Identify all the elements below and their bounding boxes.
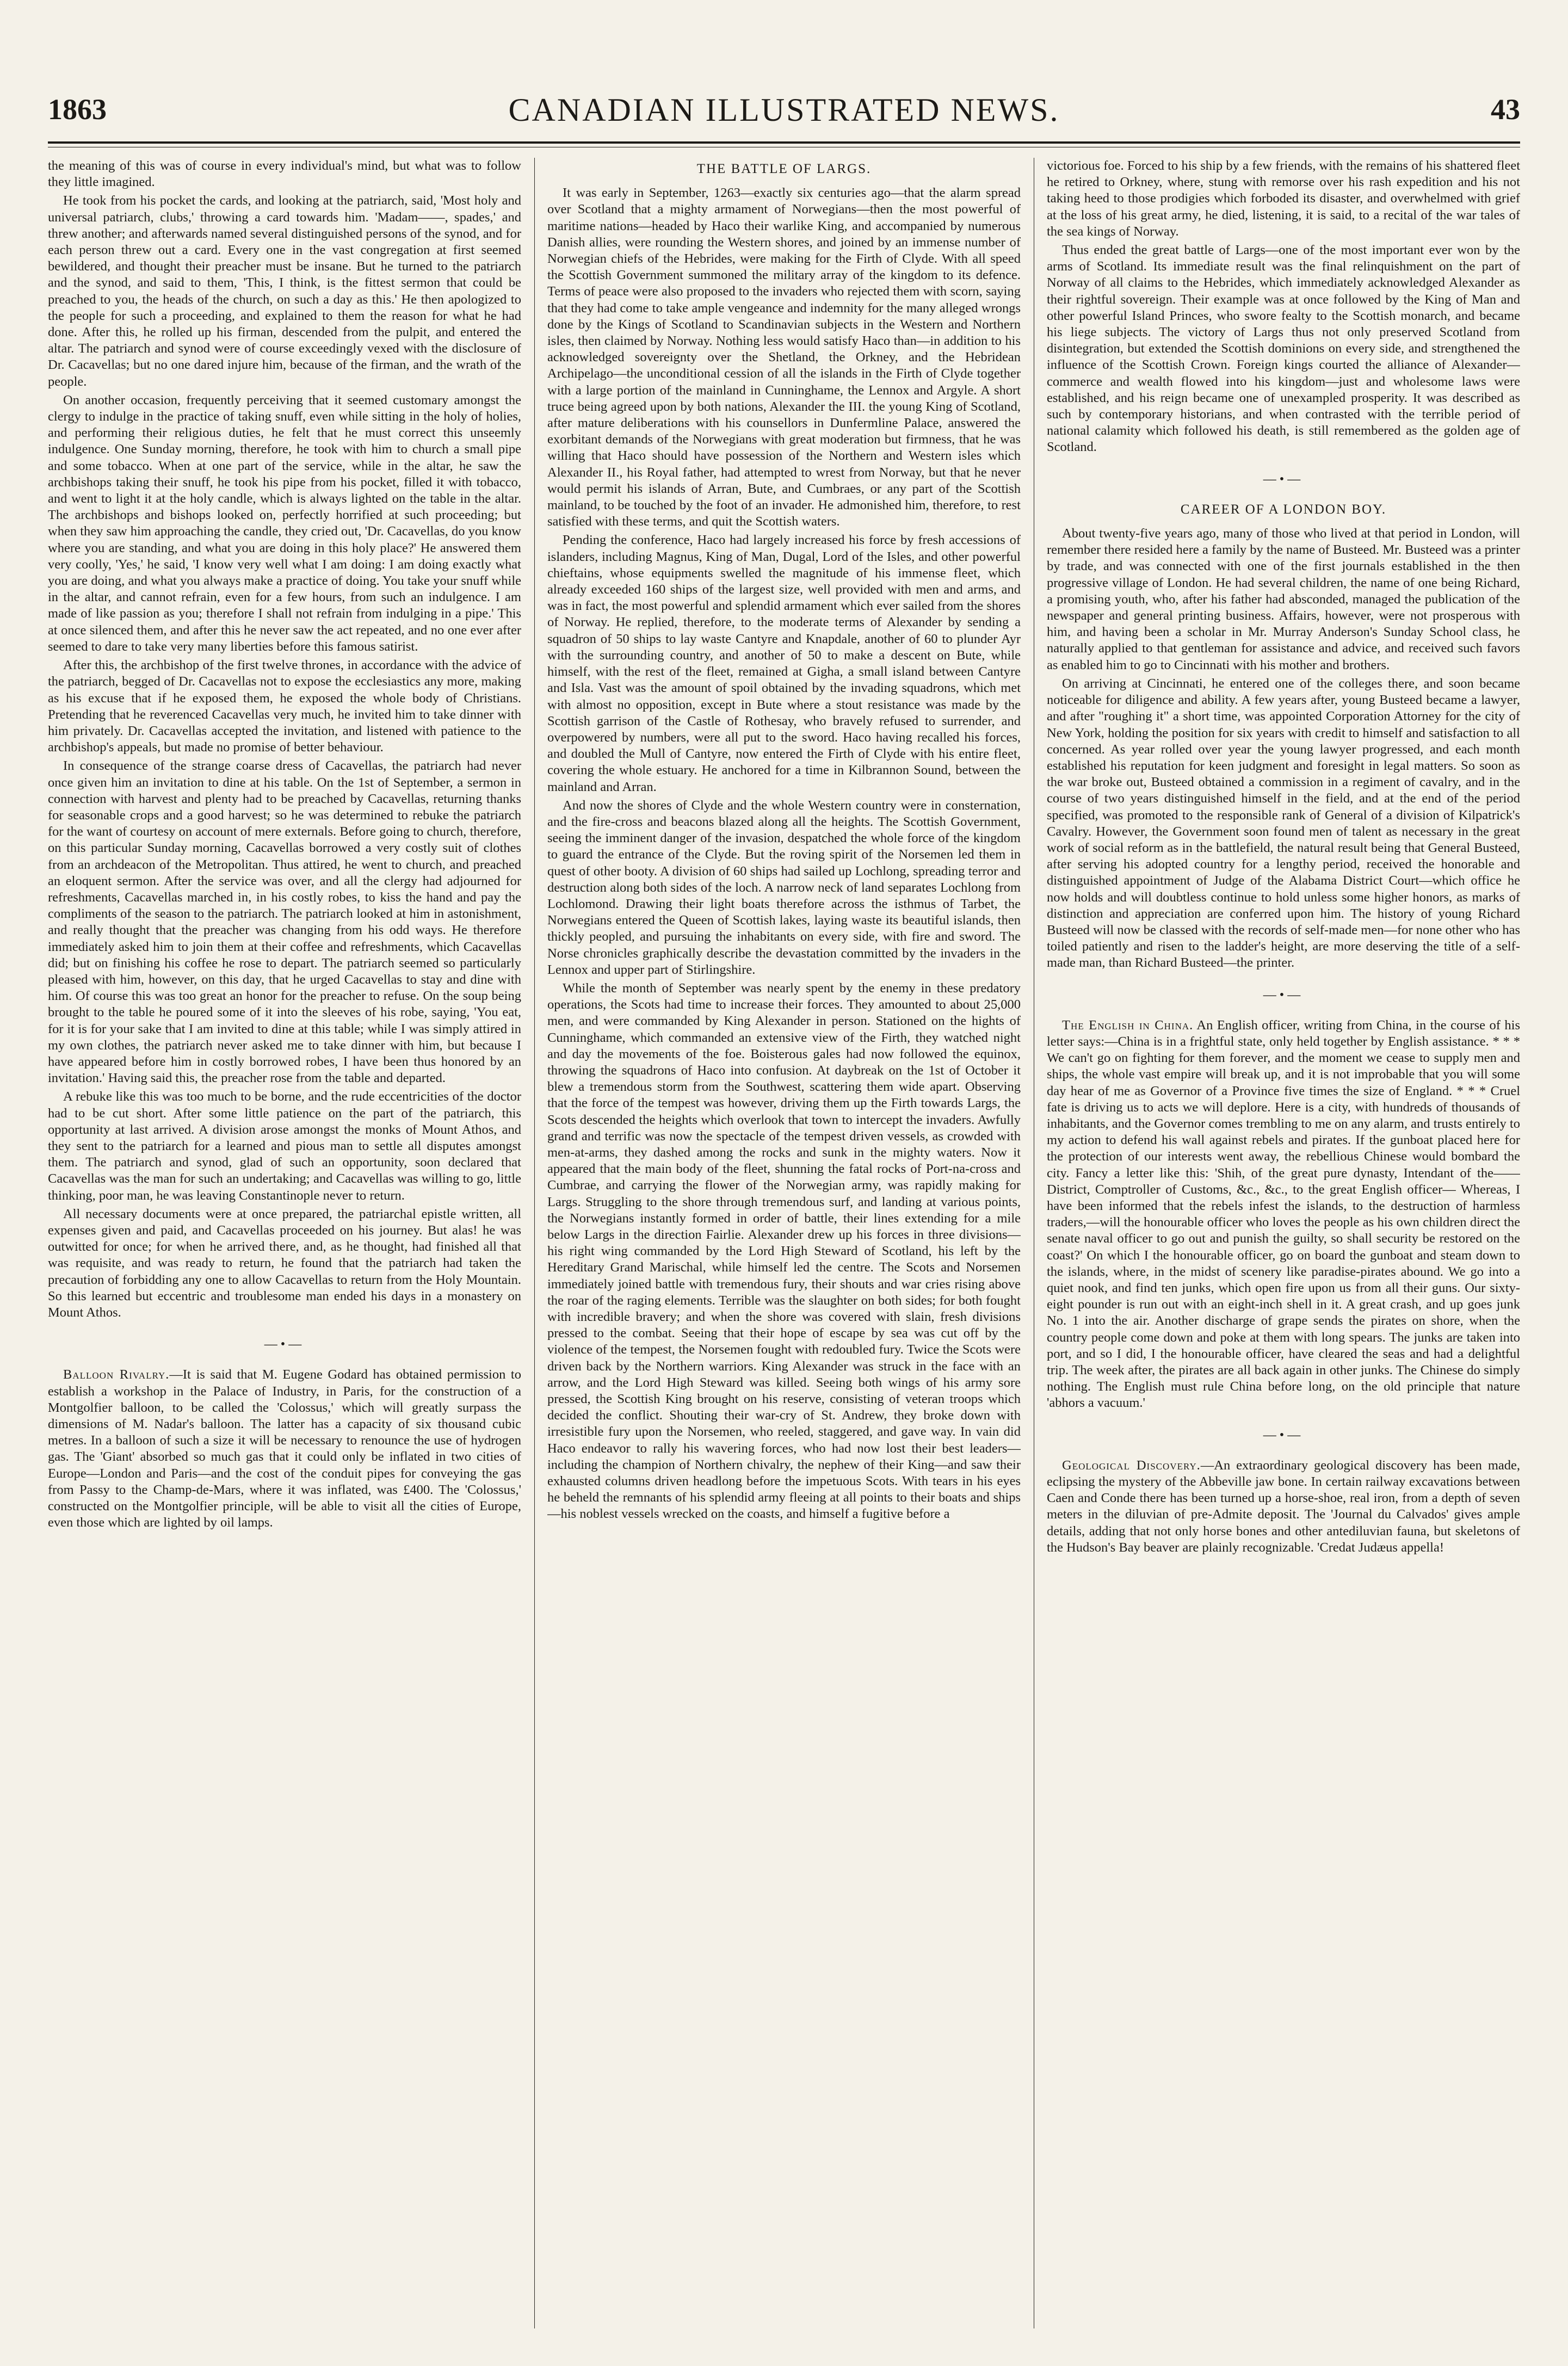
article-paragraph: While the month of September was nearly spent by the enemy in these predatory operations, the Scots had time to increase their forces. They amounted to about 25,000 men, and were commanded by King Alexander in person. Stationed on the hights of Cunninghame, which commanded an extensive view of the Firth, they watched night and day the movements of the foe. Boisterous gales had now followed the equinox, throwing the squadrons of Haco into confusion. At daybreak on the 1st of October it blew a tremendous storm from the Southwest, scattering them wide apart. Observing that the force of the tempest was however, driving them up the Firth towards Largs, the Scots descended the heights which overlook that town to intercept the invaders. Awfully grand and terrific was now the spectacle of the tempest driven vessels, as crowded with men-at-arms, they dashed among the rocks and sunk in the mighty waters. Now it appeared that the main body of the fleet, shunning the fatal rocks of Port-na-cross and Cumbrae, and carrying the flower of the Norwegian army, was rapidly making for Largs. Struggling to the shore through tremendous surf, and landing at various points, the Norwegians instantly formed in order of battle, their lines extending for a mile below Largs in the direction Fairlie. Alexander drew up his forces in three divisions—his right wing commanded by the Lord High Steward of Scotland, his left by the Hereditary Grand Marischal, while himself led the centre. The Scots and Norsemen immediately joined battle with tremendous fury, their shouts and war cries rising above the roar of the raging elements. Terrible was the slaughter on both sides; for both fought with incredible bravery; and when the shore was covered with slain, fresh divisions pressed to the combat. Seeing that their hope of escape by sea was cut off by the violence of the tempest, the Norsemen fought with redoubled fury. Twice the Scots were driven back by the Northern warriors. King Alexander was struck in the face with an arrow, and the Lord High Steward was killed. Seeing both wings of his army sore pressed, the Scottish King brought on his reserve, consisting of veteran troops which decided the conflict. Shouting their war-cry of St. Andrew, they broke down with irresistible fury upon the Norsemen, who reeled, staggered, and gave way. In vain did Haco endeavor to rally his wavering forces, who had now lost their best leaders—including the champion of Northern chivalry, the nephew of their King—and saw their exhausted columns driven headlong before the impetuous Scots. With tears in his eyes he beheld the remnants of his splendid army fleeing at all points to their boats and ships—his noblest vessels wrecked on the coasts, and himself a fugitive before a (547, 980, 1021, 1522)
item-text: —It is said that M. Eugene Godard has obtained permission to establish a workshop in the Palace of Industry, in Paris, for the construction of a Montgolfier balloon, to be called the 'Colossus,' which will greatly surpass the dimensions of M. Nadar's balloon. The latter has a capacity of six thousand cubic metres. In a balloon of such a size it will be necessary to renounce the use of hydrogen gas. The 'Giant' absorbed so much gas that it could only be inflated in two cities of Europe—London and Paris—and the cost of the conduit pipes for conveying the gas from Passy to the Champ-de-Mars, where it was inflated, was £400. The 'Colossus,' constructed on the Montgolfier principle, will be able to visit all the cities of Europe, even those which are lighted by oil lamps. (48, 1367, 521, 1530)
column-1 (48, 158, 521, 2334)
china-item (1047, 1017, 1520, 1412)
article-paragraph: All necessary documents were at once prepared, the patriarchal epistle written, all expenses given and paid, and Cacavellas proceeded on his journey. But alas! he was outwitted for once; for when he arrived there, and, as he thought, had finished all that was requisite, and was ready to return, he found that the patriarch had taken the precaution of forbidding any one to allow Cacavellas to return from the Holy Mountain. So this learned but eccentric and troublesome man ended his days in a monastery on Mount Athos. (48, 1206, 521, 1320)
article-separator: —•— (1263, 1428, 1304, 1442)
item-text: An English officer, writing from China, in the course of his letter says:—China is in a frightful state, only held together by English assistance. * * * We can't go on fighting for them forever, and the moment we cease to supply men and ships, the whole vast empire will break up, and it is not improbable that you will some day hear of me as Governor of a Province five times the size of England. * * * Cruel fate is driving us to acts we will deplore. Here is a city, with hundreds of thousands of inhabitants, and the Governor comes trembling to me on any alarm, and trusts entirely to my action to defend his wall against rebels and pirates. If the gunboat placed here for the protection of our interests went away, the rebellious Chinese would bombard the city. Fancy a letter like this: 'Shih, of the great pure dynasty, Intendant of the——District, Comptroller of Customs, &c., &c., to the great English officer— Whereas, I have been informed that the rebels infest the islands, to the destruction of harmless traders,—will the honourable officer who loves the people as his own children direct the senate naval officer to go out and punish the guilty, so shall security be restored on the coast?' On which I the honourable officer, go on board the gunboat and steam down to the islands, where, in the midst of scenery like paradise-pirates abound. We go into a quiet nook, and find ten junks, which open fire upon us from all their guns. Our sixty-eight pounder is run out with an eight-inch shell in it. A great crash, and up goes junk No. 1 into the air. Another discharge of grape sends the pirates on shore, when the country people come down and poke at them with long spears. The junks are taken into port, and so I did, I the honourable officer, have cleared the seas and had a delightful trip. The week after, the pirates are all back again in other junks. The Chinese do simply nothing. The English must rule China before long, on the old principle that nature 'abhors a vacuum.' (1047, 1017, 1520, 1411)
article-paragraph: On arriving at Cincinnati, he entered one of the colleges there, and soon became noticeable for diligence and ability. A few years after, young Busteed became a lawyer, and after "roughing it" a short time, was appointed Corporation Attorney for the city of New York, holding the position for six years with credit to himself and satisfaction to all concerned. As year rolled over year the young lawyer progressed, and each month established his reputation for keen judgment and foresight in legal matters. So soon as the war broke out, Busteed obtained a commission in a regiment of cavalry, and in the course of two years distinguished himself in the field, and at the end of the period specified, was promoted to the responsible rank of General of a division of Kilpatrick's Cavalry. However, the Government soon found men of talent as necessary in the great work of social reform as in the battlefield, the natural result being that General Busteed, after serving his adopted country for a lengthy period, received the honorable and distinguished appointment of Judge of the Alabama District Court—which office he now holds and will doubtless continue to hold unless some higher honors, as marks of distinction and appreciation are conferred upon him. The history of young Richard Busteed will now be classed with the records of self-made men—for none other who has toiled patiently and risen to the ladder's height, are more deserving the title of a self-made man, than Richard Busteed—the printer. (1047, 676, 1520, 971)
newspaper-page (48, 87, 1520, 2339)
article-separator: —•— (1263, 987, 1304, 1002)
article-paragraph: Thus ended the great battle of Largs—one of the most important ever won by the arms of Scotland. Its immediate result was the final relinquishment on the part of Norway of all claims to the Hebrides, which immediately acknowledged Alexander as their rightful sovereign. Their example was at once followed by the King of Man and other powerful Island Princes, who swore fealty to the Scottish monarch, and became his liege subjects. The victory of Largs thus not only preserved Scotland from disintegration, but extended the Scottish dominions on every side, and strengthened the influence of the Scottish Crown. Foreign kings courted the alliance of Alexander—commerce and wealth flowed into his kingdom—just and wholesome laws were established, and his reign became one of unexampled prosperity. It was described as such by contemporary historians, and when contrasted with the terrible period of national calamity which followed his death, is still remembered as the golden age of Scotland. (1047, 243, 1520, 455)
article-paragraph: And now the shores of Clyde and the whole Western country were in consternation, and the fire-cross and beacons blazed along all the heights. The Scottish Government, seeing the imminent danger of the invasion, despatched the whole force of the kingdom to guard the entrance of the Clyde. But the roving spirit of the Norsemen led them in quest of other booty. A division of 60 ships had sailed up Lochlong, spreading terror and destruction along both sides of the loch. A narrow neck of land separates Lochlong from Lochlomond. Drawing their light boats therefore across the isthmus of Tarbet, the Norwegians entered the Queen of Scottish lakes, laying waste its beautiful islands, then thickly peopled, and pursuing the inhabitants on every side, with fire and sword. The Norse chronicles graphically describe the devastation committed by the invaders in the Lennox and upper part of Stirlingshire. (547, 798, 1021, 977)
issue-year: 1863 (48, 93, 107, 126)
item-title: The English in China. (1062, 1017, 1194, 1033)
article-heading: CAREER OF A LONDON BOY. (1180, 502, 1387, 517)
balloon-rivalry-item (48, 1367, 521, 1531)
item-title: Balloon Rivalry. (63, 1367, 170, 1382)
column-3 (1047, 158, 1520, 2334)
column-2 (547, 158, 1021, 2334)
article-paragraph: About twenty-five years ago, many of those who lived at that period in London, will remember there resided here a family by the name of Busteed. Mr. Busteed was a printer by trade, and was connected with one of the first journals established in the then progressive village of London. He had several children, the name of one being Richard, a promising youth, who, after his father had absconded, managed the publication of the newspaper and general printing business. Affairs, however, were not prosperous with him, and having been a scholar in Mr. Murray Anderson's Sunday School class, he naturally applied to that gentleman for assistance and advice, and received such favors as enabled him to go to Cincinnati with his mother and brothers. (1047, 526, 1520, 672)
item-text: —An extraordinary geological discovery has been made, eclipsing the mystery of the Abbeville jaw bone. In certain railway excavations between Caen and Conde there has been turned up a horse-shoe, real iron, from a depth of seven meters in the diluvian of pre-Admite deposit. The 'Journal du Calvados' gives ample details, adding that not only horse bones and other antediluvian fauna, but skeletons of the Hudson's Bay beaver are plainly recognizable. 'Credat Judæus appella! (1047, 1457, 1520, 1555)
article-paragraph: A rebuke like this was too much to be borne, and the rude eccentricities of the doctor had to be cut short. After some little patience on the part of the patriarch, this opportunity at last arrived. A division arose amongst the monks of Mount Athos, and they sent to the patriarch for a learned and pious man to settle all disputes amongst them. The patriarch and synod, glad of such an opportunity, soon declared that Cacavellas was the man for such an undertaking; and Cacavellas was willing to go, little thinking, poor man, he was leaving Constantinople never to return. (48, 1089, 521, 1203)
article-heading: THE BATTLE OF LARGS. (696, 162, 872, 176)
geological-item (1047, 1457, 1520, 1556)
article-paragraph: In consequence of the strange coarse dress of Cacavellas, the patriarch had never once given him an invitation to dine at his table. On the 1st of September, a sermon in connection with harvest and plenty had to be preached by Cacavellas, returning thanks for seasonable crops and a good harvest; so he was determined to rebuke the patriarch for the want of courtesy on account of mere externals. Before going to church, therefore, on this particular Sunday morning, Cacavellas borrowed a very costly suit of clothes from an archdeacon of the Metropolitan. Thus attired, he went to church, and preached an eloquent sermon. After the service was over, and all the clergy had adjourned for refreshments, Cacavellas marched in, in his costly robes, to kiss the hand and pay the compliments of the season to the patriarch. The patriarch looked at him in astonishment, and really thought that the preacher was changing from his odd ways. He therefore immediately asked him to join them at their coffee and refreshments, which Cacavellas did; but on finishing his coffee he rose to depart. The patriarch seemed so particularly pleased with him, however, on this day, that he urged Cacavellas to stay and dine with him. Of course this was too great an honor for the preacher to refuse. On the soup being brought to the table he poured some of it into the sleeves of his robe, saying, 'You eat, for it is for your sake that I am invited to dine at this table; while I was simply attired in my own clothes, the patriarch never asked me to take dinner with him, but because I have appeared before him in costly borrowed robes, I have been thus honored by an invitation.' Having said this, the preacher rose from the table and departed. (48, 758, 521, 1086)
article-paragraph: On another occasion, frequently perceiving that it seemed customary amongst the clergy to indulge in the practice of taking snuff, even while sitting in the holy of holies, and performing their religious duties, he felt that he must correct this unseemly indulgence. One Sunday morning, therefore, he took with him to church a small pipe and some tobacco. When at one part of the service, while in the altar, he saw the archbishops taking their snuff, he took his pipe from his pocket, filled it with tobacco, and went to light it at the holy candle, which is always lighted on the table in the altar. The archbishops and bishops looked on, perfectly horrified at such proceeding; but when they saw him approaching the candle, they cried out, 'Dr. Cacavellas, do you know where you are standing, and what you are doing in this holy place?' He answered them very coolly, 'Yes,' he said, 'I know very well what I am doing: I am doing exactly what you are doing, and what you always make a practice of doing. You take your snuff while in the altar, and cannot refrain, even for a few hours, from such an indulgence. I am made of like passion as you; therefore I shall not refrain from indulging in a pipe.' This at once silenced them, and after this he never saw the act repeated, and no one ever after seemed to dare to take very many liberties before this famous satirist. (48, 392, 521, 654)
article-paragraph: the meaning of this was of course in every individual's mind, but what was to follow they little imagined. (48, 158, 521, 190)
article-paragraph: It was early in September, 1263—exactly six centuries ago—that the alarm spread over Scotland that a mighty armament of Norwegians—then the most powerful of maritime nations—headed by Haco their warlike King, and accompanied by numerous Danish allies, were rounding the Western shores, and joined by an immense number of Norwegian chiefs of the Hebrides, were making for the Firth of Clyde. With all speed the Scottish Government summoned the military array of the kingdom to its defence. Terms of peace were also proposed to the invaders who rejected them with scorn, saying that they had come to take ample vengeance and indemnity for the many alleged wrongs done by the Kings of Scotland to Scandinavian subjects in the Western and Northern isles, then claimed by Norway. Nothing less would satisfy Haco than—in addition to his acknowledged sovereignty over the Shetland, the Orkney, and the Hebridean Archipelago—the unconditional cession of all the islands in the Firth of Clyde together with a large portion of the mainland in Cunninghame, the Lennox and Argyle. A short truce being agreed upon by both nations, Alexander the III. the young King of Scotland, after mature deliberations with his counsellors in Dunfermline Palace, answered the exorbitant demands of the Norwegians with great moderation but firmness, that he was willing that Haco should have possession of the Northern and Western isles which Alexander II., his Royal father, had attempted to wrest from Norway, but that he never would permit his islands of Arran, Bute, and Cumbraes, or any part of the Scottish mainland, to be touched by the foot of an invader. He admonished him, therefore, to rest satisfied with these terms, and quit the Scottish waters. (547, 186, 1021, 529)
article-separator: —•— (1263, 472, 1304, 486)
masthead (48, 87, 1520, 136)
page-number: 43 (1491, 93, 1520, 126)
masthead-rule-thick (48, 141, 1520, 144)
article-paragraph: After this, the archbishop of the first twelve thrones, in accordance with the advice of the patriarch, begged of Dr. Cacavellas not to expose the ecclesiastics any more, making as his excuse that if he exposed them, he exposed the whole body of Christians. Pretending that he reverenced Cacavellas very much, he invited him to take dinner with him privately. Dr. Cacavellas accepted the invitation, and listened with patience to the archbishop's appeals, but made no promise of better behaviour. (48, 658, 521, 755)
column-divider (534, 158, 535, 2328)
article-separator: —•— (264, 1337, 305, 1352)
article-paragraph: He took from his pocket the cards, and looking at the patriarch, said, 'Most holy and universal patriarch, clubs,' throwing a card towards him. 'Madam——, spades,' and threw another; and afterwards named several distinguished persons of the synod, and for each person threw out a card. Every one in the vast congregation at first seemed bewildered, and thought their preacher must be insane. But he turned to the patriarch and the synod, and said to them, 'This, I think, is the fittest sermon that could be preached to you, the heads of the church, on such a day as this.' He then apologized to the people for such a proceeding, and explained to them the reason for what he had done. After this, he rolled up his firman, descended from the pulpit, and entered the altar. The patriarch and synod were of course exceedingly vexed with the disclosure of Dr. Cacavellas; but no one dared injure him, because of the firman, and the wrath of the people. (48, 193, 521, 389)
newspaper-title: CANADIAN ILLUSTRATED NEWS. (508, 92, 1060, 128)
article-paragraph: Pending the conference, Haco had largely increased his force by fresh accessions of islanders, including Magnus, King of Man, Dugal, Lord of the Isles, and other powerful chieftains, whose equipments swelled the magnitude of his immense fleet, which already exceeded 160 ships of the largest size, well provided with men and arms, and was in fact, the most powerful and splendid armament which ever sailed from the shores of Norway. He replied, therefore, to the moderate terms of Alexander by sending a squadron of 50 ships to lay waste Cantyre and Knapdale, another of 60 to plunder Ayr with the surrounding country, and another of 50 to make a descent on Bute, while himself, with the rest of the fleet, remained at Gigha, a small island between Cantyre and Isla. Vast was the amount of spoil obtained by the invading squadrons, which met with almost no opposition, except in Bute where a stout resistance was made by the Scottish garrison of the Castle of Rothesay, who bravely refused to surrender, and overpowered by numbers, were all put to the sword. Haco having recalled his forces, and doubled the Mull of Cantyre, now entered the Firth of Clyde with his entire fleet, covering the whole estuary. He anchored for a time in Kilbrannon Sound, between the mainland and Arran. (547, 533, 1021, 794)
article-paragraph: victorious foe. Forced to his ship by a few friends, with the remains of his shattered fleet he retired to Orkney, where, stung with remorse over his rash expedition and his not taking heed to those prodigies which forboded its disaster, and overwhelmed with grief at the loss of his great army, he died, listening, it is said, to a recital of the war tales of the sea kings of Norway. (1047, 158, 1520, 239)
item-title: Geological Discovery. (1062, 1457, 1201, 1473)
